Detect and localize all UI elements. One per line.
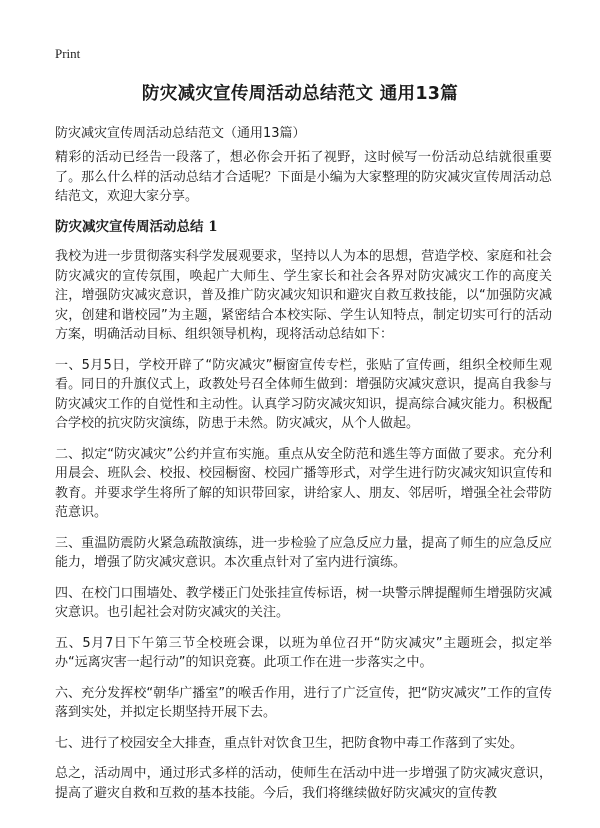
paragraph-5: 四、在校门口围墙处、教学楼正门处张挂宣传标语，树一块警示牌提醒师生增强防灾减灾意识。也引起社会对防灾减灾的关注。 bbox=[55, 585, 552, 620]
paragraph-4: 三、重温防震防火紧急疏散演练，进一步检验了应急反应力量，提高了师生的应急反应能力，增强了防灾减灾意识。本次重点针对了室内进行演练。 bbox=[55, 535, 552, 570]
paragraph-2: 一、5月5日，学校开辟了“防灾减灾”橱窗宣传专栏，张贴了宣传画，组织全校师生观看。同日的升旗仪式上，政教处号召全体师生做到：增强防灾减灾意识，提高自我参与防灾减灾工作的自觉性和主动性。认真学习防灾减灾知识，提高综合减灾能力。积极配合学校的抗灾防灾演练，防患于未然。防灾减灾，从个人做起。 bbox=[55, 357, 552, 431]
paragraph-6: 五、5月7日下午第三节全校班会课，以班为单位召开“防灾减灾”主题班会，拟定举办“远离灾害一起行动”的知识竞赛。此项工作在进一步落实之中。 bbox=[55, 635, 552, 670]
intro-paragraph: 精彩的活动已经告一段落了，想必你会开拓了视野，这时候写一份活动总结就很重要了。那么什么样的活动总结才合适呢？下面是小编为大家整理的防灾减灾宣传周活动总结范文，欢迎大家分享。 bbox=[55, 150, 552, 204]
page-title: 防灾减灾宣传周活动总结范文 通用13篇 bbox=[141, 84, 459, 104]
paragraph-3: 二、拟定“防灾减灾”公约并宣布实施。重点从安全防范和逃生等方面做了要求。充分利用晨会、班队会、校报、校园橱窗、校园广播等形式，对学生进行防灾减灾知识宣传和教育。并要求学生将所了解的知识带回家，讲给家人、朋友、邻居听，增强全社会带防范意识。 bbox=[55, 446, 552, 520]
page-subtitle: 防灾减灾宣传周活动总结范文（通用13篇） bbox=[55, 126, 306, 141]
paragraph-9: 总之，活动周中，通过形式多样的活动，使师生在活动中进一步增强了防灾减灾意识，提高了避灾自救和互救的基本技能。今后，我们将继续做好防灾减灾的宣传教 bbox=[55, 766, 552, 801]
paragraph-1: 我校为进一步贯彻落实科学发展观要求，坚持以人为本的思想，营造学校、家庭和社会防灾减灾的宣传氛围，唤起广大师生、学生家长和社会各界对防灾减灾工作的高度关注，增强防灾减灾意识，普及推广防灾减灾知识和避灾自救互救技能，以“加强防灾减灾，创建和谐校园”为主题，紧密结合本校实际、学生认知特点，制定切实可行的活动方案，明确活动目标、组织领导机构，现将活动总结如下： bbox=[55, 249, 552, 342]
section-heading: 防灾减灾宣传周活动总结 1 bbox=[55, 218, 218, 235]
article-body bbox=[55, 148, 552, 814]
print-link[interactable]: Print bbox=[55, 46, 81, 61]
paragraph-8: 七、进行了校园安全大排查，重点针对饮食卫生，把防食物中毒工作落到了实处。 bbox=[55, 735, 524, 751]
paragraph-7: 六、充分发挥校“朝华广播室”的喉舌作用，进行了广泛宣传，把“防灾减灾”工作的宣传落到实处，并拟定长期坚持开展下去。 bbox=[55, 685, 552, 720]
